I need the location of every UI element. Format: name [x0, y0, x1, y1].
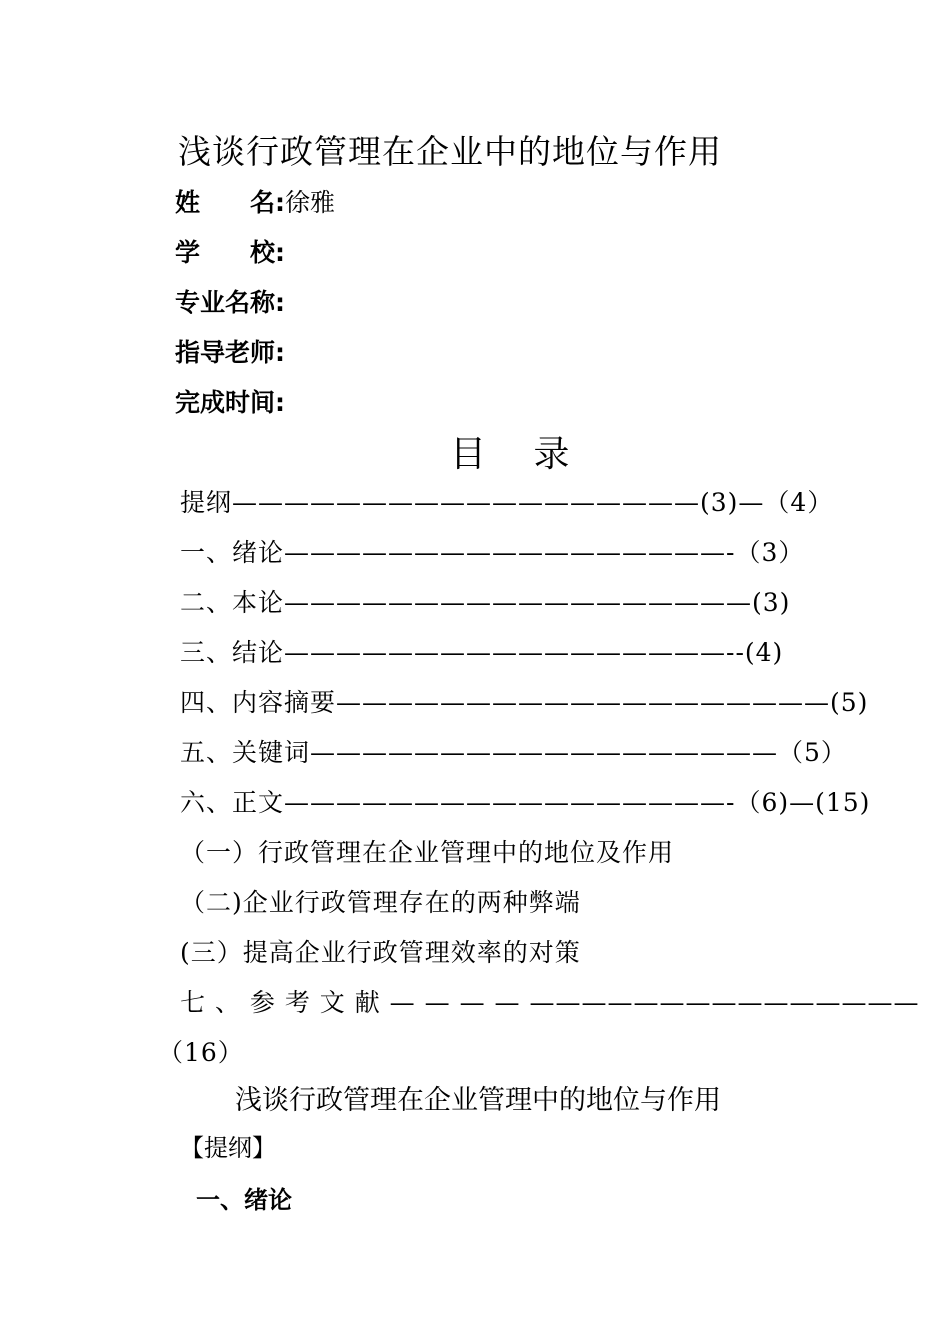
toc-item-references: 七 、 参 考 文 献 — — — — ——————————————— [180, 988, 920, 1017]
name-label: 姓 名: [175, 188, 285, 217]
toc-item-keywords: 五、关键词——————————————————（5） [180, 738, 847, 767]
toc-item-introduction: 一、绪论—————————————————-（3） [180, 538, 805, 567]
date-label: 完成时间: [175, 388, 285, 417]
major-label: 专业名称: [175, 288, 285, 317]
toc-item-main-text: 六、正文—————————————————-（6)—(15) [180, 788, 871, 817]
toc-item-abstract: 四、内容摘要———————————————————(5) [180, 688, 869, 717]
advisor-row [175, 333, 285, 369]
major-row [175, 283, 285, 319]
toc-subitem-2: （二)企业行政管理存在的两种弊端 [180, 888, 581, 917]
body-title: 浅谈行政管理在企业管理中的地位与作用 [235, 1085, 721, 1116]
toc-item-conclusion: 三、结论—————————————————--(4) [180, 638, 784, 667]
date-row [175, 383, 285, 419]
toc-item-references-page: （16） [158, 1038, 244, 1067]
school-label: 学 校: [175, 238, 285, 267]
outline-label: 【提纲】 [180, 1134, 276, 1162]
toc-subitem-1: （一）行政管理在企业管理中的地位及作用 [180, 838, 675, 867]
document-title: 浅谈行政管理在企业中的地位与作用 [178, 132, 722, 171]
name-value: 徐雅 [285, 188, 336, 217]
toc-item-main-body: 二、本论——————————————————(3) [180, 588, 791, 617]
advisor-label: 指导老师: [175, 338, 285, 367]
toc-subitem-3: (三）提高企业行政管理效率的对策 [180, 938, 581, 967]
toc-heading: 目 录 [450, 434, 588, 475]
section-introduction-heading: 一、绪论 [196, 1186, 292, 1214]
school-row [175, 233, 285, 269]
name-row [175, 183, 335, 219]
toc-item-outline: 提纲——————————————————(3)—（4） [180, 488, 834, 517]
